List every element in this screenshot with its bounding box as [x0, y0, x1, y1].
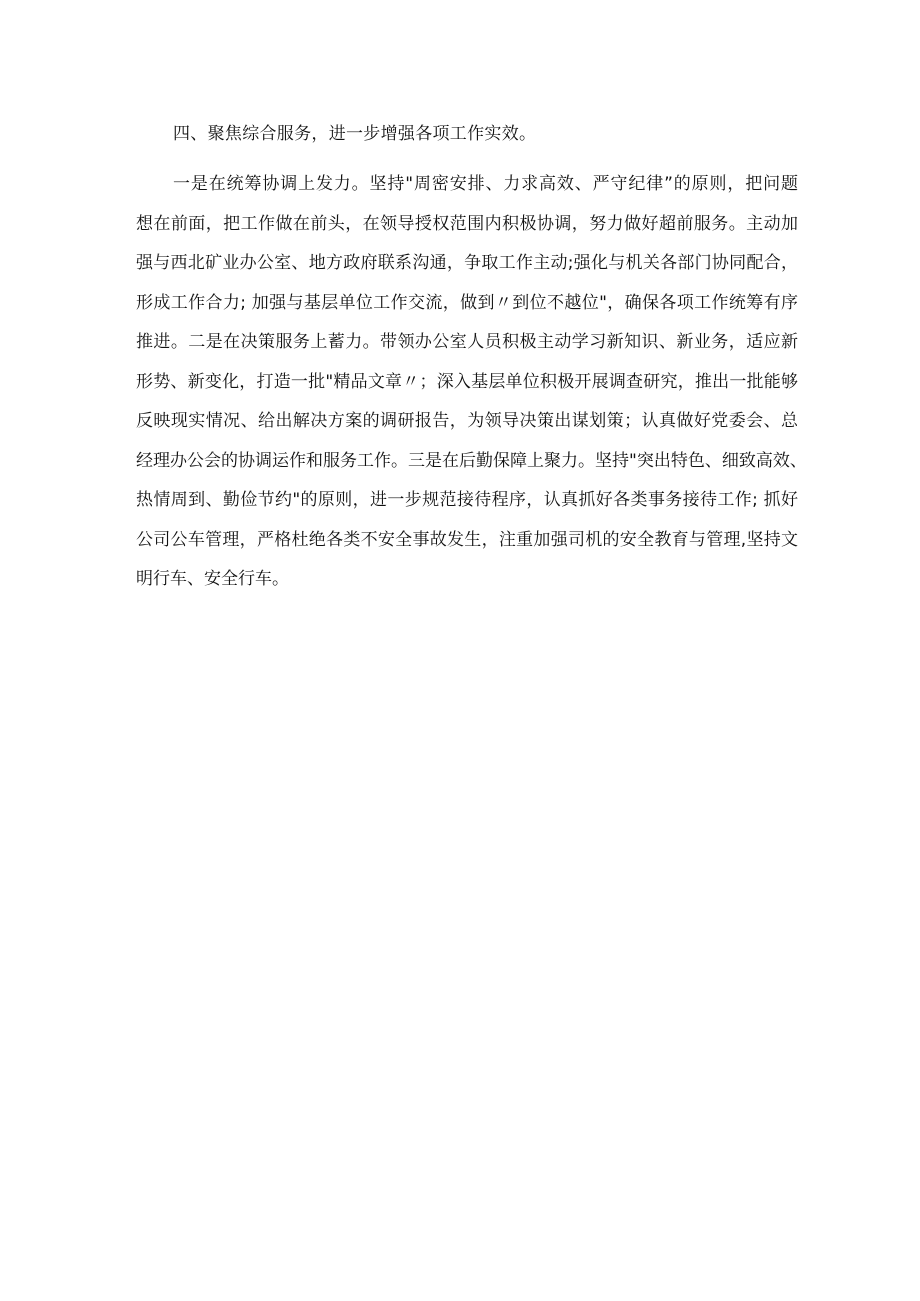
paragraph-line: 公司公车管理，严格杜绝各类不安全事故发生，注重加强司机的安全教育与管理,坚持文 [136, 529, 798, 550]
document-body [136, 114, 807, 600]
paragraph-line: 形成工作合力; 加强与基层单位工作交流，做到〃到位不越位"，确保各项工作统筹有序 [136, 292, 798, 313]
paragraph-line: 推进。二是在决策服务上蓄力。带领办公室人员积极主动学习新知识、新业务，适应新 [136, 332, 798, 352]
paragraph-line: 明行车、安全行车。 [136, 569, 289, 589]
paragraph-line: 热情周到、勤俭节约"的原则，进一步规范接待程序，认真抓好各类事务接待工作; 抓好 [136, 490, 798, 510]
body-paragraph [136, 165, 807, 600]
paragraph-line: 形势、新变化，打造一批"精品文章〃；深入基层单位积极开展调查研究，推出一批能够 [136, 371, 798, 392]
paragraph-line: 想在前面，把工作做在前头，在领导授权范围内积极协调，努力做好超前服务。主动加 [136, 213, 798, 234]
paragraph-line: 一是在统筹协调上发力。坚持"周密安排、力求高效、严守纪律”的原则，把问题 [173, 174, 798, 194]
paragraph-line: 反映现实情况、给出解决方案的调研报告，为领导决策出谋划策；认真做好党委会、总 [136, 411, 798, 431]
section-heading: 四、聚焦综合服务，进一步增强各项工作实效。 [173, 124, 537, 144]
paragraph-line: 经理办公会的协调运作和服务工作。三是在后勤保障上聚力。坚持"突出特色、细致高效、 [136, 450, 807, 471]
paragraph-line: 强与西北矿业办公室、地方政府联系沟通，争取工作主动;强化与机关各部门协同配合， [136, 253, 798, 273]
